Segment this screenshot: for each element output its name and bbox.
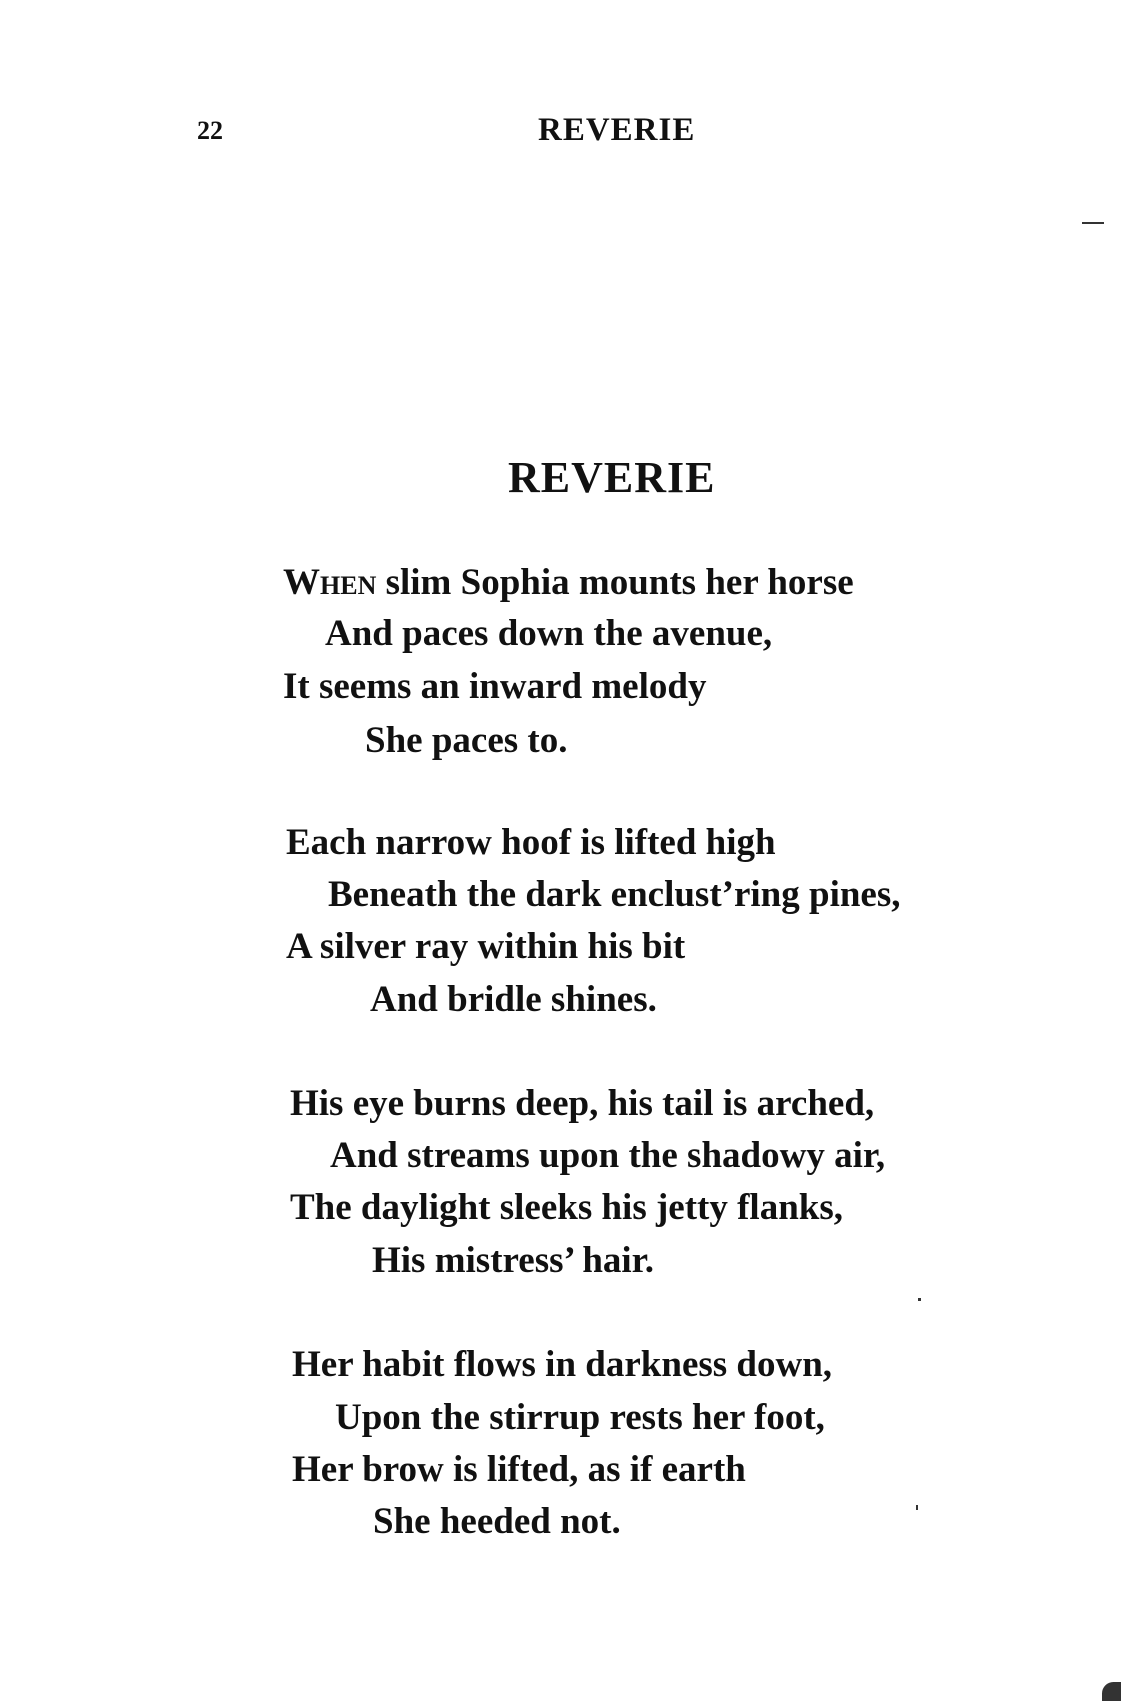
scan-speck [918, 1298, 921, 1301]
poem-line: It seems an inward melody [283, 666, 707, 707]
poem-line: His mistress’ hair. [372, 1240, 654, 1281]
poem-line: His eye burns deep, his tail is arched, [290, 1083, 875, 1124]
poem-line: And paces down the avenue, [325, 613, 773, 654]
poem-line: Her brow is lifted, as if earth [292, 1449, 746, 1490]
poem-line: A silver ray within his bit [286, 926, 686, 967]
poem-line: Her habit flows in darkness down, [292, 1344, 833, 1385]
running-head: REVERIE [538, 112, 696, 148]
scan-speck [916, 1505, 918, 1510]
poem-line: She heeded not. [373, 1501, 621, 1542]
poem-line: Beneath the dark enclust’ring pines, [328, 874, 901, 915]
poem-line: The daylight sleeks his jetty flanks, [290, 1187, 844, 1228]
poem-line: And bridle shines. [370, 979, 657, 1020]
poem-line: And streams upon the shadowy air, [330, 1135, 886, 1176]
poem-line-text: slim Sophia mounts her horse [376, 562, 854, 603]
poem-line [283, 564, 854, 601]
poem-line-lead: When [283, 562, 377, 603]
poem-line: She paces to. [365, 720, 568, 761]
poem-line: Upon the stirrup rests her foot, [335, 1397, 825, 1438]
scan-speck [1082, 222, 1104, 224]
scan-speck [1102, 1682, 1121, 1701]
page-number: 22 [197, 116, 223, 145]
poem-title: REVERIE [508, 453, 716, 502]
poem-line: Each narrow hoof is lifted high [286, 822, 776, 863]
